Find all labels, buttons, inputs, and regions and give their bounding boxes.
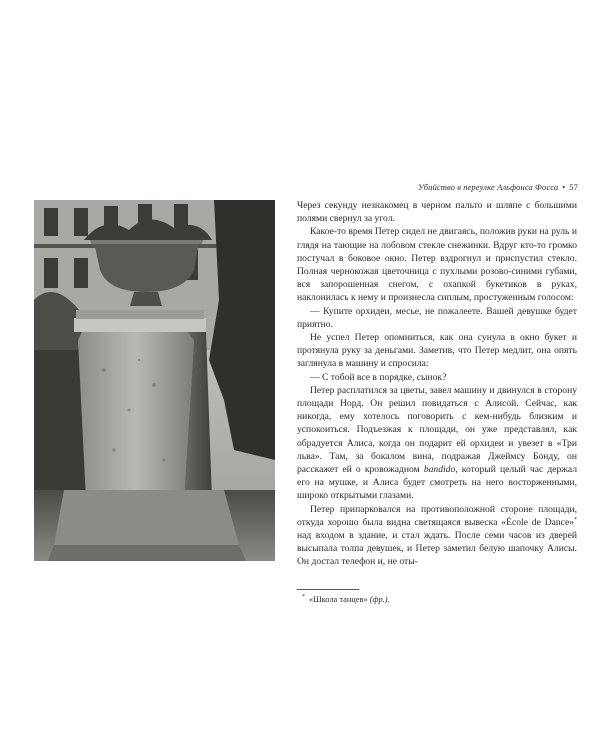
italic-word: bandido xyxy=(423,464,456,476)
footnote xyxy=(302,592,572,605)
paragraph xyxy=(297,503,577,569)
footnote-text: «Школа танцев» xyxy=(309,594,368,604)
paragraph: Петер расплатился за цветы, завел машину и двинулся в сторону площади Норд. Он решил повидаться с Алисой. Сейчас, как никогда, ему хотелось поговорить с кем-нибудь близким и успокоиться. Подъезжая к площади, он уже представлял, как обрадуется Алиса, когда он подарит ей орхидеи и увезет в «Три льва». Там, за бокалом вина, подражая Джеймсу Бонду, он расскажет ей о кровожадном bandido, который целый час держал его на мушке, и Алиса будет смотреть на него восторженными, широко открытыми глазами. xyxy=(297,384,578,502)
footnote-rule xyxy=(297,589,359,590)
paragraph-text: над входом в здание, и стал ждать. После семи часов из дверей высыпала толпа девушек, и Петер заметил белую шапочку Алисы. Он достал телефон и, не оты- xyxy=(297,530,577,568)
paragraph: Не успел Петер опомниться, как она сунула в окно букет и протянула руку за деньгами. Заметив, что Петер медлит, она опять заглянула в машину и спросила: xyxy=(297,332,577,370)
paragraph-text: Петер припарковался на противоположной стороне площади, откуда хорошо была видна светящаяся вывеска «École de Dance» xyxy=(297,503,577,528)
main-text xyxy=(297,199,577,569)
paragraph: Какое-то время Петер сидел не двигаясь, положив руки на руль и глядя на тающие на лобовом стекле снежинки. Вдруг кто-то громко постучал в боковое окно. Петер вздрогнул и приспустил стекло. Полная чернокожая цветочница с пухлыми розово-синими губами, вся запорошенная снегом, с охапкой букетиков в руках, наклонилась к нему и произнесла сиплым, простуженным голосом: xyxy=(297,226,577,304)
footnote-marker: * xyxy=(302,594,305,600)
paragraph-text: который целый час держал его на мушке, и Алиса будет смотреть на него восторженными, широко открытыми глазами. xyxy=(297,464,578,502)
running-head-title: Убийство в переулке Альфонса Фосса xyxy=(418,182,559,192)
running-head xyxy=(298,182,578,192)
footnote-ref: * xyxy=(574,516,577,523)
page-number: 57 xyxy=(569,182,578,192)
stone-pedestal-photo xyxy=(34,200,275,561)
dialogue-line: — С тобой все в порядке, сынок? xyxy=(310,371,447,383)
dialogue-line: — Купите орхидеи, месье, не пожалеете. Вашей девушке будет приятно. xyxy=(297,305,577,330)
paragraph-text: Петер расплатился за цветы, завел машину и двинулся в сторону площади Норд. Он решил повидаться с Алисой. Сейчас, как никогда, ему хотелось поговорить с кем-нибудь близким и успокоиться. Подъезжая к площади, он уже представлял, как обрадуется Алиса, когда он подарит ей орхидеи и увезет в «Три льва». Там, за бокалом вина, подражая Джеймсу Бонду, он расскажет ей о кровожадном xyxy=(297,384,577,476)
pedestal-urn-image xyxy=(34,200,275,561)
bullet-icon: • xyxy=(562,182,566,192)
paragraph: Через секунду незнакомец в черном пальто и шляпе с большими полями свернул за угол. xyxy=(297,200,577,225)
footnote-lang: (фр.). xyxy=(369,594,390,604)
